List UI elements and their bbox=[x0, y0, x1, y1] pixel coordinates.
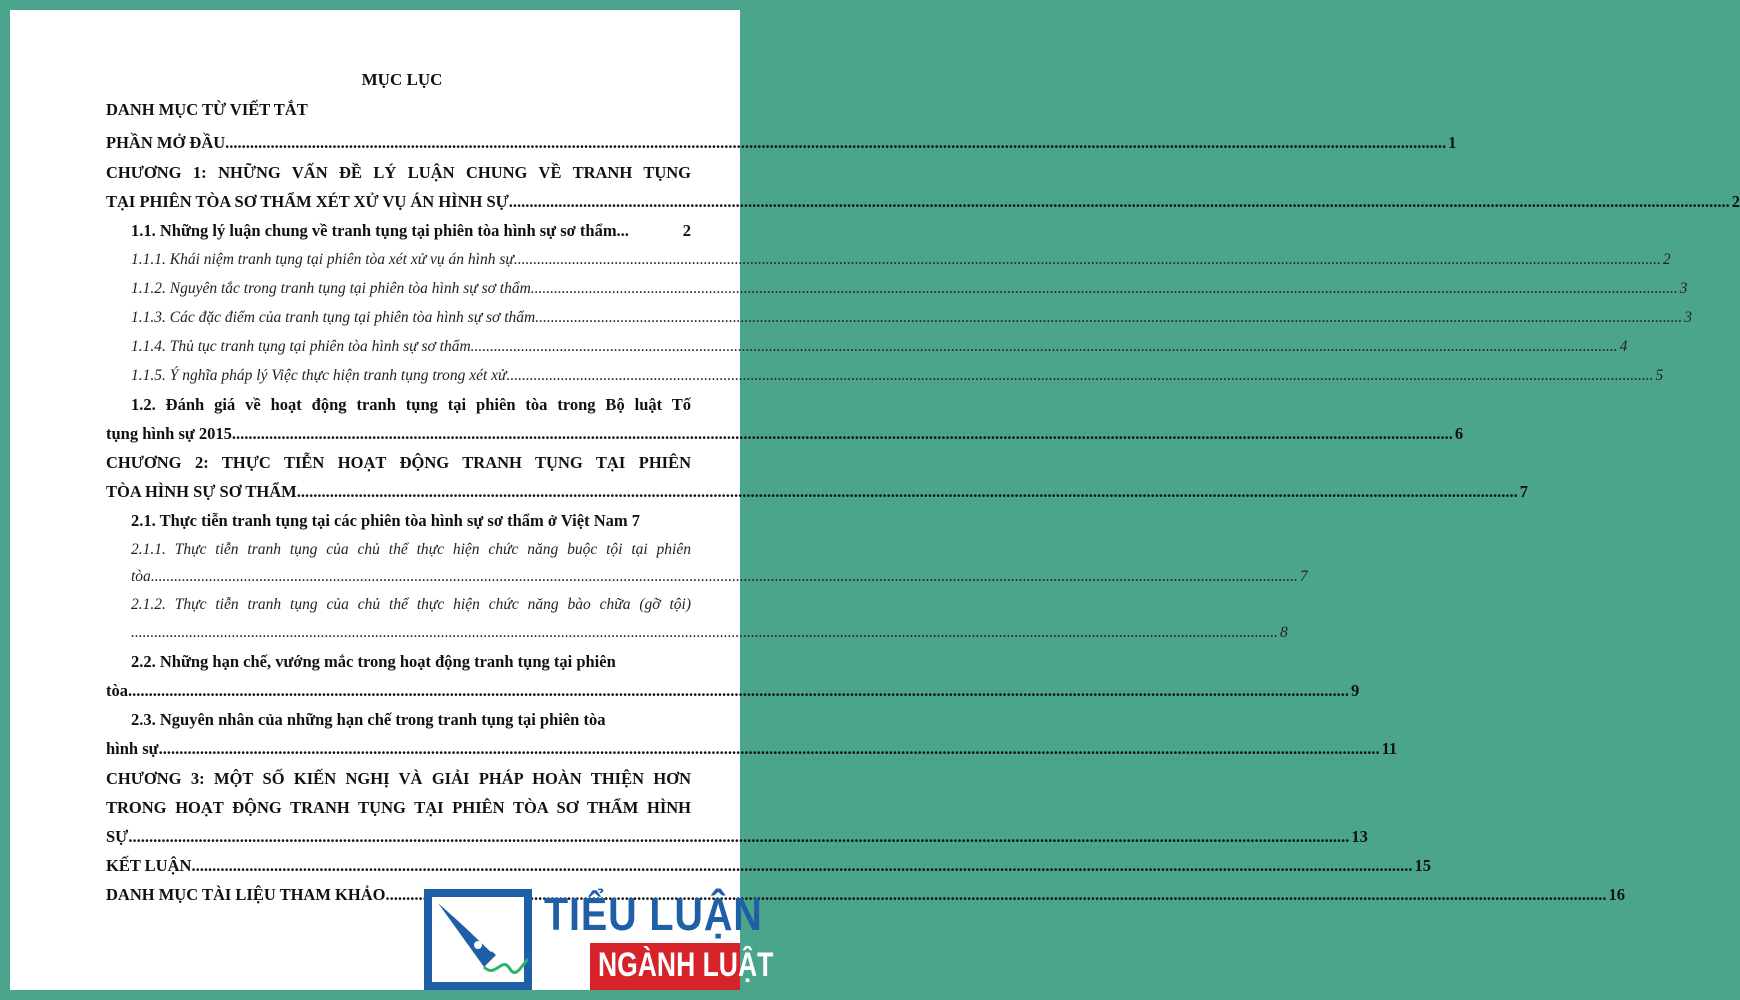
toc-entry-text: hình sự bbox=[106, 739, 159, 758]
toc-entry-text: 1.1.3. Các đặc điểm của tranh tụng tại phiên tòa hình sự sơ thẩm bbox=[131, 309, 536, 326]
toc-page-number: 3 bbox=[1679, 280, 1688, 297]
toc-entry-text: 1.1.2. Nguyên tắc trong tranh tụng tại phiên tòa hình sự sơ thẩm bbox=[131, 280, 531, 297]
toc-entry-text: TẠI PHIÊN TÒA SƠ THẨM XÉT XỬ VỤ ÁN HÌNH SỰ bbox=[106, 192, 509, 211]
toc-entry-text: 1.2. Đánh giá về hoạt động tranh tụng tại phiên tòa trong Bộ luật Tố bbox=[131, 395, 691, 414]
toc-entry-text: 1.1. Những lý luận chung về tranh tụng tại phiên tòa hình sự sơ thẩm... bbox=[131, 221, 629, 240]
toc-entry bbox=[131, 274, 1688, 304]
toc-leader-dots bbox=[531, 274, 1678, 304]
toc-page-number: 9 bbox=[1351, 681, 1360, 700]
toc-entry bbox=[131, 618, 1288, 648]
brand-logo bbox=[418, 885, 774, 990]
toc-entry-text: KẾT LUẬN bbox=[106, 856, 192, 875]
toc-page-number: 11 bbox=[1381, 739, 1398, 758]
toc-page-number: 3 bbox=[1684, 309, 1692, 326]
toc-leader-dots bbox=[509, 187, 1730, 217]
toc-leader-dots bbox=[297, 477, 1518, 507]
toc-entry bbox=[131, 245, 1671, 275]
toc-entry-text: tụng hình sự 2015 bbox=[106, 424, 232, 443]
toc-page-number: 8 bbox=[1280, 624, 1288, 641]
toc-entry bbox=[131, 506, 691, 536]
toc-entry bbox=[106, 95, 691, 125]
toc-page-number: 4 bbox=[1619, 338, 1628, 355]
toc-entry-text: TRONG HOẠT ĐỘNG TRANH TỤNG TẠI PHIÊN TÒA SƠ THẨM HÌNH bbox=[106, 798, 691, 817]
pen-nib-logo-icon bbox=[418, 885, 536, 990]
toc-entry-text: DANH MỤC TỪ VIẾT TẮT bbox=[106, 100, 308, 119]
toc-entry bbox=[131, 216, 691, 246]
toc-page-number: 2 bbox=[682, 221, 691, 240]
toc-page-number: 2 bbox=[1731, 192, 1740, 211]
toc-entry bbox=[106, 793, 691, 823]
toc-leader-dots bbox=[471, 332, 1618, 362]
toc-entry bbox=[106, 676, 1360, 706]
toc-entry bbox=[106, 477, 1528, 507]
toc-entry bbox=[131, 705, 691, 735]
toc-page-number: 7 bbox=[1519, 482, 1528, 501]
toc-leader-dots bbox=[151, 562, 1298, 592]
toc-leader-dots bbox=[191, 851, 1412, 881]
toc-entry-text: 1.1.4. Thủ tục tranh tụng tại phiên tòa hình sự sơ thẩm bbox=[131, 338, 471, 355]
toc-entry-text: SỰ bbox=[106, 827, 129, 846]
toc-page-number: 2 bbox=[1662, 251, 1671, 268]
toc-page-number: 13 bbox=[1351, 827, 1368, 846]
toc-page-number: 5 bbox=[1655, 367, 1664, 384]
toc-page-number: 7 bbox=[1299, 568, 1308, 585]
toc-entry-text: 1.1.1. Khái niệm tranh tụng tại phiên tòa xét xử vụ án hình sự bbox=[131, 251, 514, 268]
toc-leader-dots bbox=[128, 822, 1349, 852]
toc-entry bbox=[131, 647, 691, 677]
toc-entry-text: tòa bbox=[131, 568, 151, 585]
toc-entry-text: CHƯƠNG 2: THỰC TIỄN HOẠT ĐỘNG TRANH TỤNG TẠI PHIÊN bbox=[106, 453, 691, 472]
document-page bbox=[10, 10, 1740, 990]
toc-entry bbox=[106, 448, 691, 478]
toc-entry-text: 2.1.2. Thực tiễn tranh tụng của chủ thể thực hiện chức năng bào chữa (gỡ tội) bbox=[131, 596, 691, 613]
toc-entry bbox=[106, 187, 1740, 217]
toc-entry bbox=[131, 332, 1628, 362]
toc-entry bbox=[131, 535, 691, 565]
toc-entry bbox=[106, 851, 1431, 881]
toc-entry bbox=[131, 303, 1692, 333]
toc-entry bbox=[106, 764, 691, 794]
toc-leader-dots bbox=[535, 303, 1682, 333]
toc-leader-dots bbox=[232, 419, 1453, 449]
toc-page-number: 6 bbox=[1454, 424, 1464, 443]
toc-page-number: 16 bbox=[1608, 885, 1625, 904]
toc-page-number: 1 bbox=[1448, 133, 1457, 152]
toc-entry-text: 2.2. Những hạn chế, vướng mắc trong hoạt động tranh tụng tại phiên bbox=[131, 652, 616, 671]
toc-entry bbox=[131, 590, 691, 620]
toc-entry bbox=[131, 562, 1308, 592]
toc-entry-text: 2.1. Thực tiễn tranh tụng tại các phiên tòa hình sự sơ thẩm ở Việt Nam 7 bbox=[131, 511, 640, 530]
toc-leader-dots bbox=[514, 245, 1661, 275]
toc-title: MỤC LỤC bbox=[361, 70, 443, 89]
toc-entry-text: 2.3. Nguyên nhân của những hạn chế trong tranh tụng tại phiên tòa bbox=[131, 710, 606, 729]
toc-entry-text: tòa bbox=[106, 681, 128, 700]
brand-name-banner bbox=[590, 943, 774, 990]
toc-entry-text: CHƯƠNG 1: NHỮNG VẤN ĐỀ LÝ LUẬN CHUNG VỀ TRANH TỤNG bbox=[106, 163, 691, 182]
toc-entry-text: DANH MỤC TÀI LIỆU THAM KHẢO bbox=[106, 885, 386, 904]
toc-entry bbox=[131, 361, 1664, 391]
toc-entry bbox=[106, 419, 1464, 449]
toc-leader-dots bbox=[131, 618, 1278, 648]
toc-entry bbox=[106, 822, 1368, 852]
brand-name-line2: NGÀNH LUẬT bbox=[598, 946, 774, 984]
toc-entry bbox=[106, 734, 1398, 764]
toc-entry-text: 1.1.5. Ý nghĩa pháp lý Việc thực hiện tranh tụng trong xét xử bbox=[131, 367, 507, 384]
toc-page-number: 15 bbox=[1414, 856, 1431, 875]
toc-entry-text: 2.1.1. Thực tiễn tranh tụng của chủ thể thực hiện chức năng buộc tội tại phiên bbox=[131, 541, 691, 558]
toc-entry bbox=[106, 158, 691, 188]
toc-leader-dots bbox=[507, 361, 1654, 391]
toc-leader-dots bbox=[159, 734, 1380, 764]
toc-entry bbox=[106, 128, 1457, 158]
toc-leader-dots bbox=[225, 128, 1446, 158]
toc-entry-text: CHƯƠNG 3: MỘT SỐ KIẾN NGHỊ VÀ GIẢI PHÁP HOÀN THIỆN HƠN bbox=[106, 769, 691, 788]
toc-entry-text: TÒA HÌNH SỰ SƠ THẨM bbox=[106, 482, 297, 501]
brand-name-line1: TIỂU LUẬN bbox=[544, 888, 763, 940]
toc-leader-dots bbox=[128, 676, 1349, 706]
table-of-contents bbox=[106, 65, 1740, 904]
toc-entry bbox=[131, 390, 691, 420]
toc-entry-text: PHẦN MỞ ĐẦU bbox=[106, 133, 226, 152]
